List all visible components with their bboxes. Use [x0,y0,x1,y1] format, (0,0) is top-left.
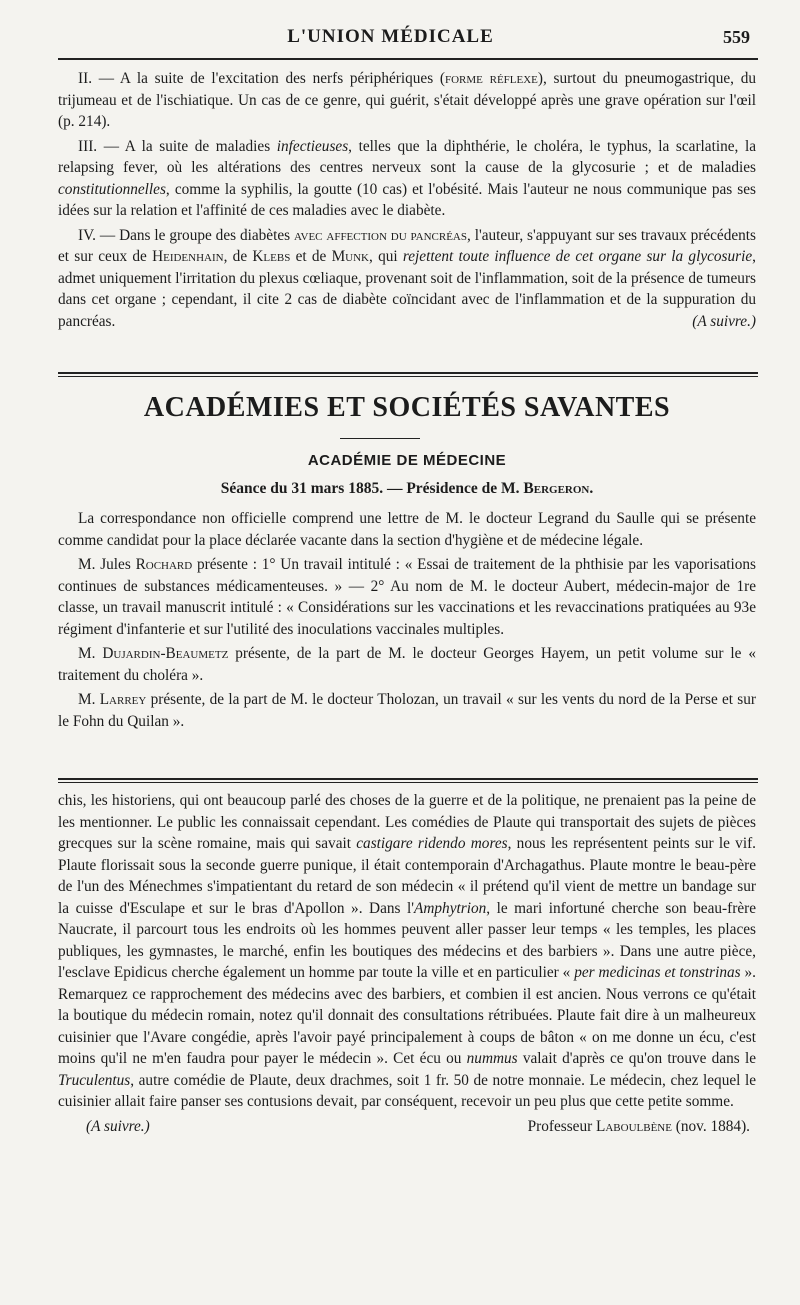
para-text: , le mari infortuné cherche son beau-frère Naucrate, il parcourt tous les endroits où les hommes peuvent aller passer leur temps « les temples, les places publiques, les gymnastes, le marché, enfin les boutiques des médecins et des barbiers ». Dans une autre pièce, l'esclave Epidicus cherche également un homme par toute la ville et en particulier « [58,899,756,981]
para-text: valait d'après ce qu'on trouve dans le [517,1050,756,1067]
para-text: et de [290,248,332,265]
signature-line [58,1116,756,1137]
para-text: M. [78,691,100,708]
dujardin-paragraph [58,643,756,686]
feuilleton-divider [58,778,758,783]
italic-text: Truculentus [58,1071,131,1089]
italic-text: castigare ridendo mores [356,835,508,852]
feuilleton-paragraph [58,790,756,1113]
page-header [58,18,750,48]
larrey-paragraph [58,689,756,732]
section-subtitle: ACADÉMIE DE MÉDECINE [307,452,507,469]
para-text: , nous les représentent peints sur le vif. Plaute florissait sous la seconde guerre punique, il était contemporain d'Archagathus. Plaute montre le beau-père de l'un des Ménechmes s'impatientant du retard de son médecin « il prétend qu'il vient de mettre un bandage sur la cuisse d'Esculape et sur le bras d'Apollon ». Dans l' [58,835,756,917]
para-text: ), surtout du pneumogastrique, du trijumeau et de l'ischiatique. Un cas de ce genre, qui guérit, s'était développé après une grave opération sur l'œil (p. 214). [58,70,756,130]
paragraph-iii [58,136,756,222]
seance-text: Séance du 31 mars 1885. — Présidence de M. [220,480,524,497]
header-rule [58,58,758,60]
italic-text: per medicinas et tonstrinas [574,964,741,981]
para-text: présente, de la part de M. le docteur Georges Hayem, un petit volume sur le « traitement du choléra ». [58,645,757,684]
italic-text: nummus [466,1050,518,1067]
a-suivre: (A suivre.) [86,1117,150,1135]
author-name: Klebs [252,248,291,265]
author-date: (nov. 1884). [671,1117,750,1135]
italic-text: constitutionnelles [58,180,166,198]
para-text: présente, de la part de M. le docteur Tholozan, un travail « sur les vents du nord de la Perse et sur le Fohn du Quilan ». [58,691,756,730]
page-number: 559 [723,27,750,47]
president-name: Bergeron [523,480,590,497]
section-title: ACADÉMIES ET SOCIÉTÉS SAVANTES [143,392,671,423]
author-name: Larrey [99,691,147,708]
para-text: , telles que la diphthérie, le choléra, le typhus, la scarlatine, la relapsing fever, où les altérations des centres nerveux sont la cause de la glycosurie ; et de maladies [58,137,756,176]
author-name: Rochard [135,556,193,573]
paragraph-ii [58,68,756,133]
author-signature [528,1116,756,1137]
para-text: , l'auteur, s'appuyant sur ses travaux précédents et sur ceux de [58,226,757,265]
para-number: II. [78,70,93,87]
para-number: IV. [78,226,96,244]
italic-text: rejettent toute influence de cet organe sur la glycosurie [402,248,753,265]
title-rule [340,438,420,439]
seance-line [58,480,756,498]
author-name: Munk [331,248,369,265]
para-number: III. [78,137,98,155]
author-name: Dujardin-Beaumetz [102,645,229,662]
para-text: présente : 1° Un travail intitulé : « Essai de traitement de la phthisie par les vaporisations continues de substances médicamenteuses. » — 2° Au nom de M. le docteur Aubert, médecin-major de 1re classe, un travail manuscrit intitulé : « Considérations sur les vaccinations et les revaccinations pratiquées au 93e régiment d'infanterie et sur l'utilité des inoculations vaccinales multiples. [58,556,756,638]
para-text: — Dans le groupe des diabètes [96,226,294,244]
para-text: , de [223,248,253,265]
correspondance-paragraph: La correspondance non officielle comprend une lettre de M. le docteur Legrand du Saulle qui se présente comme candidat pour la place déclarée vacante dans la section d'hygiène et de médecine légale. [58,510,756,549]
italic-text: infectieuses [276,137,349,155]
paragraph-iv [58,225,756,333]
author-title: Professeur [527,1117,597,1135]
para-text: — A la suite de maladies [97,137,277,155]
para-text: M. [78,645,103,662]
small-caps-text: forme réflexe [444,70,538,87]
para-text: , comme la syphilis, la goutte (10 cas) et l'obésité. Mais l'auteur ne nous communique pas ses idées sur la relation et l'affinité de ces maladies avec le diabète. [58,180,756,219]
seance-text: . [589,480,594,497]
academie-section [58,508,756,735]
para-text: , qui [369,248,403,265]
para-text: M. Jules [78,556,136,573]
para-text: ». Remarquez ce rapprochement des médecins avec des barbiers, et combien il est ancien. Nous verrons ce qu'était la boutique du médecin romain, notez qu'il donnait des consultations rétribuées. Plaute fait dire à un malheureux cuisinier que l'Avare congédie, après l'avoir payé principalement à coups de bâton « on me donne un écu, c'est moins qu'il ne m'en faudra pour payer le médecin ». Cet écu ou [58,964,756,1067]
section-divider [58,372,758,377]
rochard-paragraph [58,554,756,640]
para-text: chis, les historiens, qui ont beaucoup parlé des choses de la guerre et de la politique, ne prenaient pas la peine de les mentionner. Le public les connaissait cependant. Les comédies de Plaute qui transportait des sujets de pièces grecques sur la scène romaine, mais qui savait [58,792,756,852]
author-name: Laboulbène [596,1117,672,1135]
para-text: , admet uniquement l'irritation du plexus cœliaque, provenant soit de l'inflammation, soit de la présence de tumeurs dans cet organe ; cependant, il cite 2 cas de diabète coïncidant avec de l'inflammation et de la suppuration du pancréas. [58,248,756,330]
top-section [58,68,756,335]
feuilleton-section [58,790,756,1137]
a-suivre: (A suivre.) [692,312,756,330]
author-name: Heidenhain [152,248,224,265]
italic-text: Amphytrion [414,899,487,917]
para-text: — A la suite de l'excitation des nerfs périphériques ( [92,70,445,87]
journal-title: L'UNION MÉDICALE [287,26,494,47]
small-caps-text: avec affection du pancréas [293,226,467,244]
para-text: , autre comédie de Plaute, deux drachmes, soit 1 fr. 50 de notre monnaie. Le médecin, chez lequel le cuisinier allait faire panser ses contusions devait, par conséquent, recevoir un peu plus que cette petite somme. [58,1071,756,1110]
